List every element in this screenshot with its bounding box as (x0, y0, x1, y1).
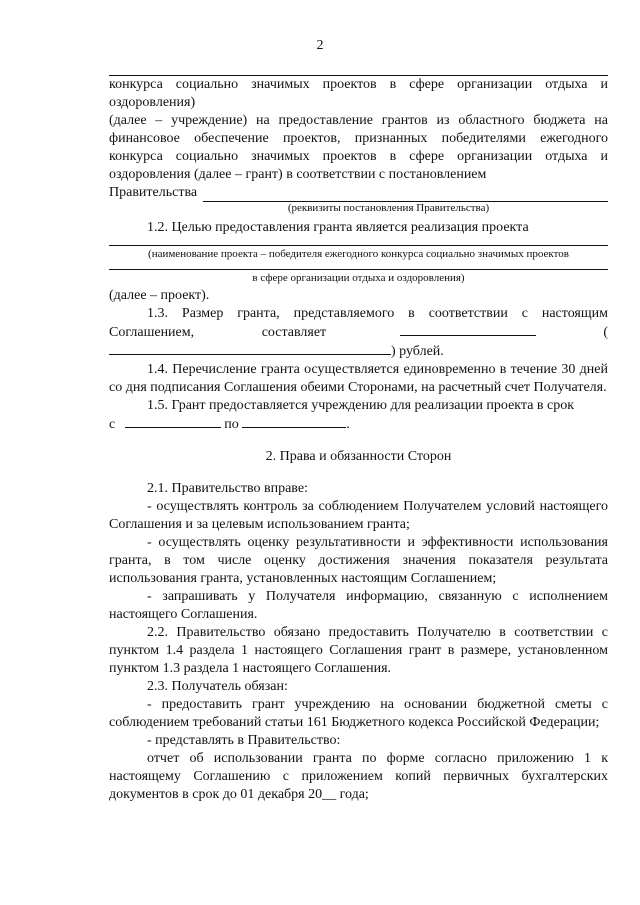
bullet-request-info: - запрашивать у Получателя информацию, связанную с исполнением настоящего Соглашения. (109, 589, 608, 622)
text-contest-caption: конкурса социально значимых проектов в сфере организации отдыха и оздоровления) (109, 77, 608, 110)
text-from: с (109, 417, 116, 432)
paragraph-2-1: 2.1. Правительство вправе: (147, 481, 308, 496)
project-name-blank (109, 245, 608, 246)
paragraph-1-5-dates: с по . (109, 417, 350, 432)
caption-requisites: (реквизиты постановления Правительства) (287, 202, 490, 214)
caption-project-2: в сфере организации отдыха и оздоровления) (252, 272, 465, 284)
caption-project-1: (наименование проекта – победителя ежегодного конкурса социально значимых проектов (148, 248, 569, 260)
paragraph-2-2: 2.2. Правительство обязано предоставить Получателю в соответствии с пунктом 1.4 раздела 1 настоящего Соглашения грант в размере, установленном пунктом 1.3 раздела 1 настоящего Соглашения. (109, 625, 608, 676)
paragraph-2-3: 2.3. Получатель обязан: (147, 679, 288, 694)
text-to: по (224, 417, 239, 432)
date-to-blank (242, 415, 346, 428)
paragraph-intro: (далее – учреждение) на предоставление грантов из областного бюджета на финансовое обеспечение проектов, признанных победителями ежегодного конкурса социально значимых проектов в сфере организации отдыха и оздоровления (далее – грант) в соответствии с постановлением (109, 113, 608, 182)
section-2-heading: 2. Права и обязанности Сторон (265, 449, 452, 464)
project-name-blank-2 (109, 269, 608, 270)
paragraph-1-2: 1.2. Целью предоставления гранта является реализация проекта (147, 220, 529, 235)
text-rubles: рублей. (399, 344, 444, 359)
text-1-3: 1.3. Размер гранта, представляемого в соответствии с настоящим Соглашением, составляет (109, 306, 608, 340)
document-body (109, 73, 608, 804)
bullet-provide-grant: - предоставить грант учреждению на основании бюджетной сметы с соблюдением требований статьи 161 Бюджетного кодекса Российской Федерации; (109, 697, 608, 730)
date-from-blank (125, 415, 221, 428)
page-number: 2 (316, 38, 324, 53)
amount-words-blank (109, 342, 391, 355)
paragraph-government (109, 184, 608, 202)
paragraph-project: (далее – проект). (109, 288, 210, 303)
bullet-submit: - представлять в Правительство: (147, 733, 341, 748)
amount-blank (400, 323, 536, 336)
paragraph-1-4: 1.4. Перечисление гранта осуществляется единовременно в течение 30 дней со дня подписания Соглашения обеими Сторонами, на расчетный счет Получателя. (109, 362, 608, 395)
paragraph-1-3: 1.3. Размер гранта, представляемого в соответствии с настоящим Соглашением, составляет () рублей. (109, 306, 608, 359)
bullet-control: - осуществлять контроль за соблюдением Получателем условий настоящего Соглашения и за целевым использованием гранта; (109, 499, 608, 532)
paragraph-1-5: 1.5. Грант предоставляется учреждению для реализации проекта в срок (147, 398, 575, 413)
government-label: Правительства (109, 185, 198, 200)
requisites-blank (203, 189, 608, 202)
bullet-evaluation: - осуществлять оценку результативности и эффективности использования гранта, в том числе оценку достижения значения показателя результата использования гранта, установленных настоящим Соглашением; (109, 535, 608, 586)
paragraph-report: отчет об использовании гранта по форме согласно приложению 1 к настоящему Соглашению с приложением копий первичных бухгалтерских документов в срок до 01 декабря 20__ года; (109, 751, 608, 802)
